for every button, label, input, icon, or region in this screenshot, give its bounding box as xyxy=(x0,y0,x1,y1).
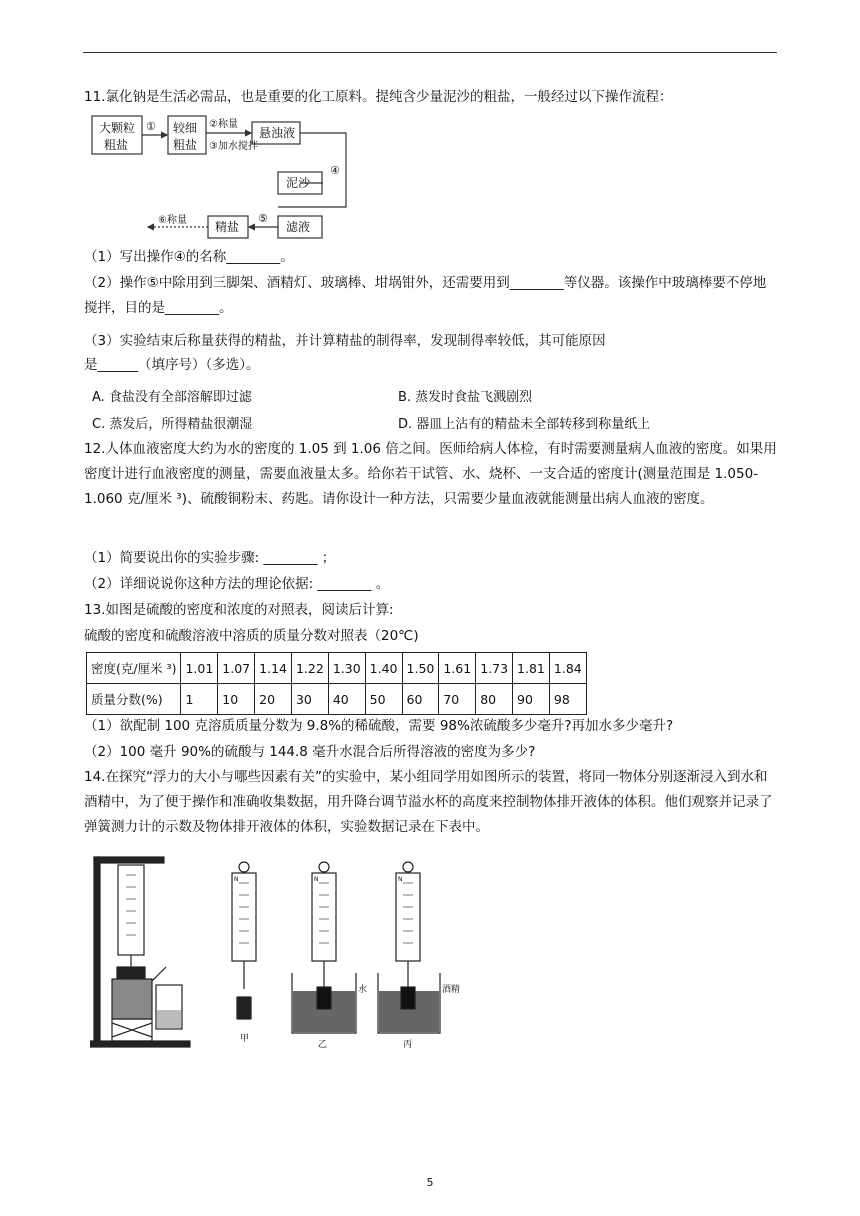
q12-sub2: （2）详细说说你这种方法的理论依据: ________ 。 xyxy=(84,576,390,592)
q11-sub2: （2）操作⑤中除用到三脚架、酒精灯、玻璃棒、坩埚钳外，还需要用到________等仪器。该操作中玻璃棒要不停地搅拌，目的是________。 xyxy=(84,275,767,316)
table-row-label: 密度(克/厘米 ³) xyxy=(87,653,181,684)
table-cell: 60 xyxy=(402,684,439,715)
q11-option-d: D. 器皿上沾有的精盐未全部转移到称量纸上 xyxy=(398,417,651,432)
table-cell: 1.01 xyxy=(181,653,218,684)
q12-stem: 12.人体血液密度大约为水的密度的 1.05 到 1.06 倍之间。医师给病人体检，有时需要测量病人血液的密度。如果用密度计进行血液密度的测量，需要血液量太多。给你若干试管、水、烧杯、一支合适的密度计(测量范围是 1.050-1.060 克/厘米 ³)、硫酸铜粉末、药匙。请你设计一种方法，只需要少量血液就能测量出病人血液的密度。 xyxy=(84,441,777,507)
table-cell: 1.14 xyxy=(255,653,292,684)
q11-option-c: C. 蒸发后，所得精盐很潮湿 xyxy=(92,417,253,432)
table-cell: 30 xyxy=(291,684,328,715)
table-cell: 1.40 xyxy=(365,653,402,684)
object-block-bing xyxy=(401,987,415,1009)
buoyancy-experiment-figure xyxy=(90,855,460,1055)
table-cell: 70 xyxy=(439,684,476,715)
table-cell: 1.50 xyxy=(402,653,439,684)
scale-unit-yi: N xyxy=(314,876,319,883)
q11-sub1: （1）写出操作④的名称________。 xyxy=(84,249,294,265)
object-block-jia xyxy=(237,997,251,1019)
spring-scale-yi xyxy=(312,873,336,961)
table-cell: 50 xyxy=(365,684,402,715)
table-cell: 1.73 xyxy=(476,653,513,684)
q13-stem: 13.如图是硫酸的密度和浓度的对照表，阅读后计算: xyxy=(84,602,394,618)
object-block-yi xyxy=(317,987,331,1009)
q11-option-b: B. 蒸发时食盐飞溅剧烈 xyxy=(398,390,533,405)
flow-op23a: ②称量 xyxy=(209,119,238,130)
q11-sub3b: 是______（填序号）（多选）。 xyxy=(84,357,260,373)
label-jia: 甲 xyxy=(240,1034,250,1044)
spring-scale-a xyxy=(118,865,144,955)
flow-op6: ⑥称量 xyxy=(158,215,187,226)
table-cell: 20 xyxy=(255,684,292,715)
spring-scale-jia xyxy=(232,873,256,961)
table-cell: 1.07 xyxy=(218,653,255,684)
table-row-label: 质量分数(%) xyxy=(87,684,181,715)
q13-sub2: （2）100 毫升 90%的硫酸与 144.8 毫升水混合后所得溶液的密度为多少? xyxy=(84,744,536,760)
flow-op5: ⑤ xyxy=(258,212,268,225)
table-cell: 90 xyxy=(513,684,550,715)
flow-text-box3: 悬浊液 xyxy=(259,126,296,140)
table-cell: 1.30 xyxy=(328,653,365,684)
label-bing: 丙 xyxy=(403,1040,413,1050)
flow-op1: ① xyxy=(146,120,156,133)
table-row-density xyxy=(87,653,587,684)
scale-unit-bing: N xyxy=(398,876,403,883)
label-yi: 乙 xyxy=(318,1040,328,1050)
q11-stem: 11.氯化钠是生活必需品，也是重要的化工原料。提纯含少量泥沙的粗盐，一般经过以下操作流程： xyxy=(84,89,673,105)
flow-op23b: ③加水搅拌 xyxy=(209,141,258,152)
label-alcohol: 酒精 xyxy=(442,985,460,995)
sulfuric-acid-table xyxy=(86,652,587,715)
flow-text-box2b: 粗盐 xyxy=(173,138,198,152)
flow-text-box4: 泥沙 xyxy=(286,176,311,190)
table-cell: 1.84 xyxy=(549,653,586,684)
header-rule xyxy=(83,52,777,53)
table-cell: 1.22 xyxy=(291,653,328,684)
q11-option-a: A. 食盐没有全部溶解即过滤 xyxy=(92,390,252,405)
table-cell: 80 xyxy=(476,684,513,715)
table-cell: 1.61 xyxy=(439,653,476,684)
label-water: 水 xyxy=(358,985,368,995)
table-cell: 40 xyxy=(328,684,365,715)
page-number: 5 xyxy=(426,1176,434,1189)
q11-sub3a: （3）实验结束后称量获得的精盐，并计算精盐的制得率，发现制得率较低，其可能原因 xyxy=(84,333,606,349)
table-row-mass-fraction xyxy=(87,684,587,715)
q13-sub1: （1）欲配制 100 克溶质质量分数为 9.8%的稀硫酸，需要 98%浓硫酸多少毫升?再加水多少毫升? xyxy=(84,718,674,734)
table-cell: 10 xyxy=(218,684,255,715)
overflow-cup xyxy=(112,979,152,1019)
q14-stem: 14.在探究“浮力的大小与哪些因素有关”的实验中，某小组同学用如图所示的装置，将同一物体分别逐渐浸入到水和酒精中，为了便于操作和准确收集数据，用升降台调节溢水杯的高度来控制物体排开液体的体积。他们观察并记录了弹簧测力计的示数及物体排开液体的体积，实验数据记录在下表中。 xyxy=(84,769,773,835)
flow-text-box1a: 大颗粒 xyxy=(99,121,136,135)
flow-text-box6: 精盐 xyxy=(215,220,240,234)
table-cell: 98 xyxy=(549,684,586,715)
scale-unit-jia: N xyxy=(234,876,239,883)
table-cell: 1 xyxy=(181,684,218,715)
flow-text-box2a: 较细 xyxy=(173,121,198,135)
spring-scale-bing xyxy=(396,873,420,961)
flow-op4: ④ xyxy=(330,164,340,177)
flow-text-box5: 滤液 xyxy=(286,220,311,234)
salt-purification-flowchart xyxy=(88,112,350,240)
table-cell: 1.81 xyxy=(513,653,550,684)
q13-table-title: 硫酸的密度和硫酸溶液中溶质的质量分数对照表（20℃) xyxy=(84,628,419,644)
q12-sub1: （1）简要说出你的实验步骤: ________ ； xyxy=(84,550,336,566)
flow-text-box1b: 粗盐 xyxy=(104,138,129,152)
